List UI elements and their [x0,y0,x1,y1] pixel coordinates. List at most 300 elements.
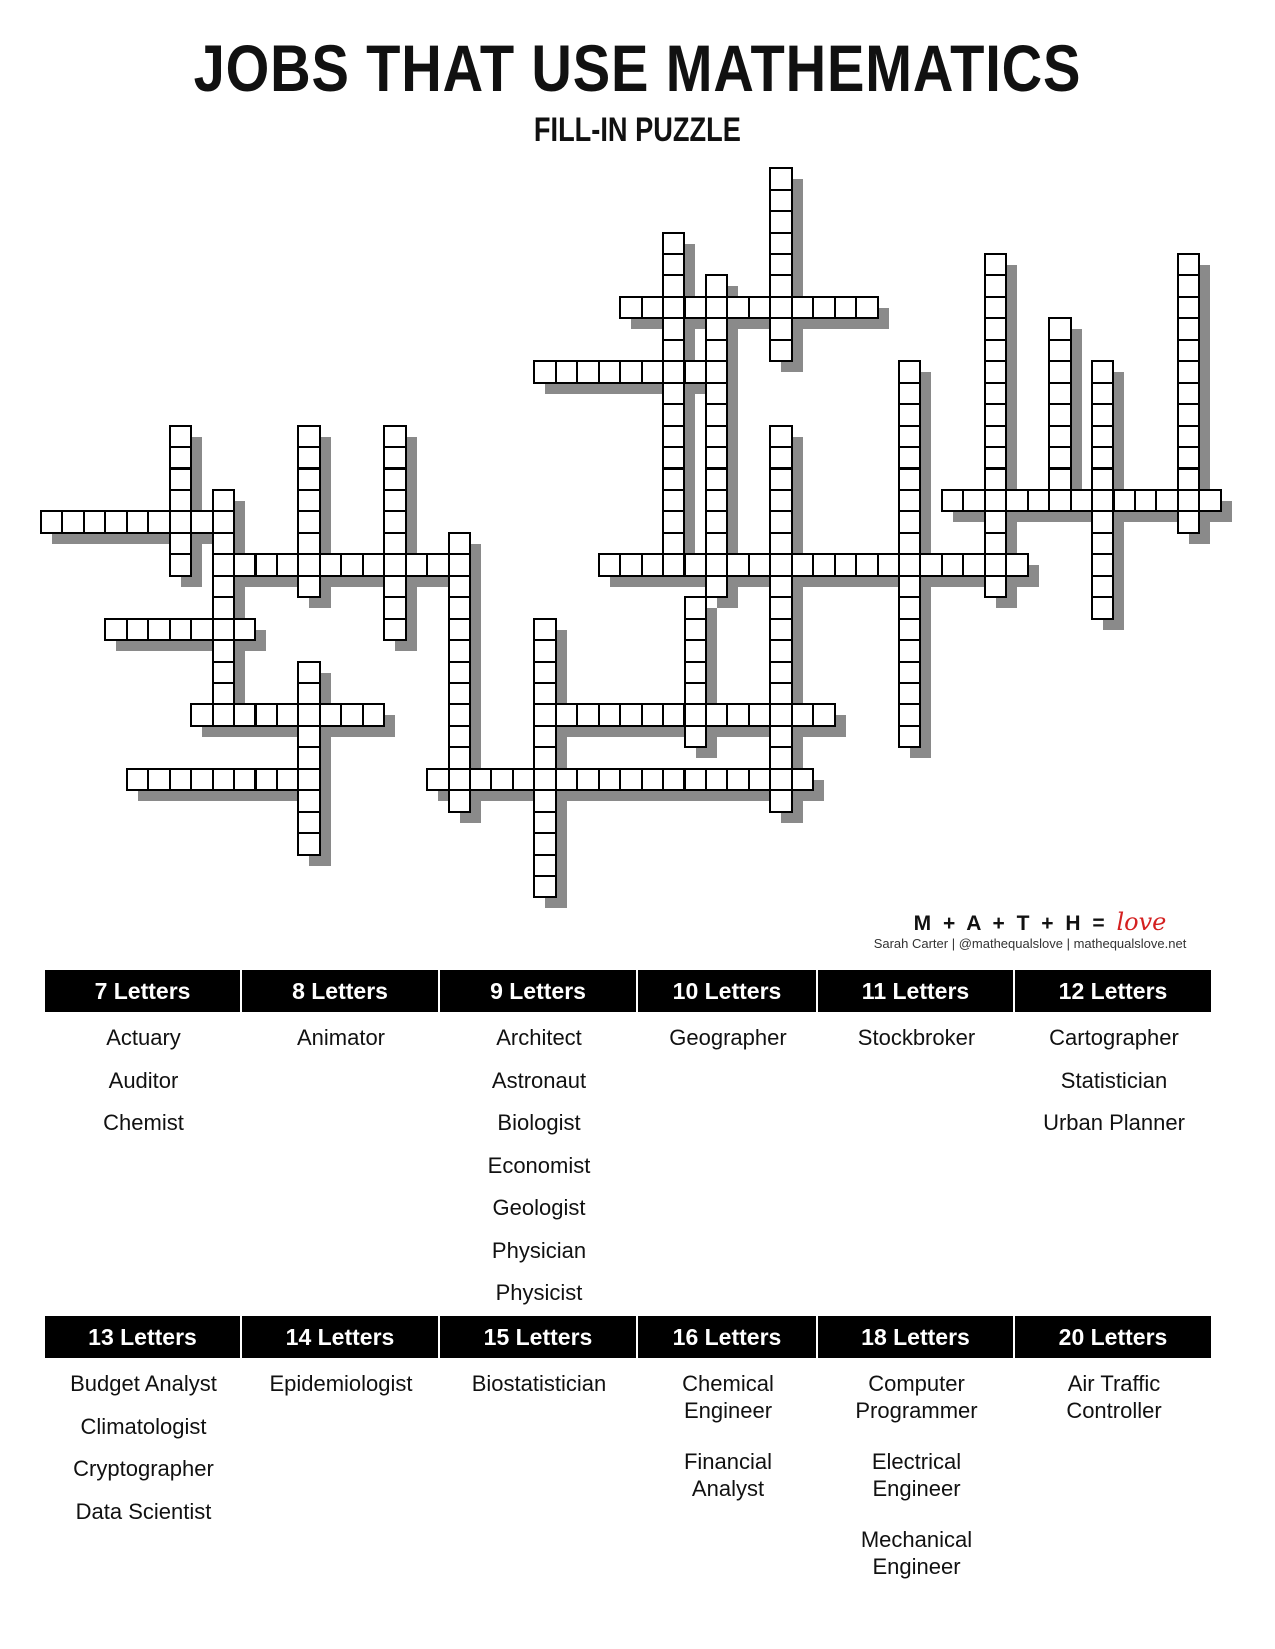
crossword-cell[interactable] [1091,403,1114,426]
crossword-cell[interactable] [769,532,792,555]
crossword-cell[interactable] [383,489,406,512]
crossword-cell[interactable] [662,403,685,426]
crossword-cell[interactable] [212,510,235,533]
crossword-cell[interactable] [448,703,471,726]
crossword-cell[interactable] [448,618,471,641]
crossword-cell[interactable] [791,768,814,791]
crossword-cell[interactable] [705,703,728,726]
crossword-cell[interactable] [984,553,1007,576]
crossword-cell[interactable] [233,618,256,641]
crossword-cell[interactable] [555,703,578,726]
crossword-cell[interactable] [769,339,792,362]
crossword-cell[interactable] [662,339,685,362]
crossword-cell[interactable] [383,446,406,469]
crossword-cell[interactable] [576,703,599,726]
crossword-cell[interactable] [684,360,707,383]
crossword-cell[interactable] [426,553,449,576]
crossword-cell[interactable] [769,296,792,319]
crossword-cell[interactable] [1048,489,1071,512]
crossword-cell[interactable] [169,510,192,533]
crossword-cell[interactable] [984,425,1007,448]
crossword-cell[interactable] [769,661,792,684]
crossword-cell[interactable] [448,682,471,705]
crossword-cell[interactable] [448,553,471,576]
crossword-cell[interactable] [555,768,578,791]
crossword-cell[interactable] [769,317,792,340]
crossword-cell[interactable] [598,768,621,791]
crossword-cell[interactable] [855,296,878,319]
crossword-cell[interactable] [297,661,320,684]
crossword-cell[interactable] [684,553,707,576]
crossword-cell[interactable] [1091,468,1114,491]
crossword-cell[interactable] [383,575,406,598]
crossword-cell[interactable] [769,553,792,576]
crossword-cell[interactable] [405,553,428,576]
crossword-cell[interactable] [340,703,363,726]
crossword-cell[interactable] [705,382,728,405]
crossword-cell[interactable] [40,510,63,533]
crossword-cell[interactable] [212,768,235,791]
crossword-cell[interactable] [297,703,320,726]
crossword-cell[interactable] [898,446,921,469]
crossword-cell[interactable] [576,360,599,383]
crossword-cell[interactable] [1177,339,1200,362]
crossword-cell[interactable] [984,274,1007,297]
crossword-cell[interactable] [684,296,707,319]
crossword-cell[interactable] [898,382,921,405]
crossword-cell[interactable] [662,553,685,576]
crossword-cell[interactable] [705,532,728,555]
crossword-cell[interactable] [898,360,921,383]
crossword-cell[interactable] [684,618,707,641]
crossword-cell[interactable] [297,425,320,448]
crossword-cell[interactable] [726,768,749,791]
crossword-cell[interactable] [212,596,235,619]
crossword-cell[interactable] [662,532,685,555]
crossword-cell[interactable] [619,768,642,791]
crossword-cell[interactable] [1177,468,1200,491]
crossword-cell[interactable] [190,703,213,726]
crossword-cell[interactable] [769,425,792,448]
crossword-cell[interactable] [984,532,1007,555]
crossword-cell[interactable] [898,703,921,726]
crossword-cell[interactable] [1005,553,1028,576]
crossword-cell[interactable] [984,446,1007,469]
crossword-cell[interactable] [276,703,299,726]
crossword-cell[interactable] [362,553,385,576]
crossword-cell[interactable] [126,510,149,533]
crossword-cell[interactable] [576,768,599,791]
crossword-cell[interactable] [319,703,342,726]
crossword-cell[interactable] [769,725,792,748]
crossword-cell[interactable] [1177,253,1200,276]
crossword-cell[interactable] [769,768,792,791]
crossword-cell[interactable] [898,725,921,748]
crossword-cell[interactable] [1177,403,1200,426]
crossword-cell[interactable] [190,510,213,533]
crossword-cell[interactable] [705,425,728,448]
crossword-cell[interactable] [705,296,728,319]
crossword-cell[interactable] [533,854,556,877]
crossword-cell[interactable] [1155,489,1178,512]
crossword-cell[interactable] [126,768,149,791]
crossword-cell[interactable] [448,746,471,769]
crossword-cell[interactable] [705,510,728,533]
crossword-cell[interactable] [898,575,921,598]
crossword-cell[interactable] [147,618,170,641]
crossword-cell[interactable] [662,360,685,383]
crossword-cell[interactable] [791,553,814,576]
crossword-cell[interactable] [684,596,707,619]
crossword-cell[interactable] [448,768,471,791]
crossword-cell[interactable] [383,532,406,555]
crossword-cell[interactable] [1048,382,1071,405]
crossword-cell[interactable] [533,618,556,641]
crossword-cell[interactable] [1027,489,1050,512]
crossword-cell[interactable] [297,725,320,748]
crossword-cell[interactable] [212,661,235,684]
crossword-cell[interactable] [297,510,320,533]
crossword-cell[interactable] [984,360,1007,383]
crossword-cell[interactable] [769,446,792,469]
crossword-cell[interactable] [1048,425,1071,448]
crossword-cell[interactable] [383,596,406,619]
crossword-cell[interactable] [984,510,1007,533]
crossword-cell[interactable] [276,768,299,791]
crossword-cell[interactable] [662,425,685,448]
crossword-cell[interactable] [705,489,728,512]
crossword-cell[interactable] [1091,596,1114,619]
crossword-cell[interactable] [748,768,771,791]
crossword-cell[interactable] [984,468,1007,491]
crossword-cell[interactable] [705,553,728,576]
crossword-cell[interactable] [448,661,471,684]
crossword-cell[interactable] [705,446,728,469]
crossword-cell[interactable] [297,811,320,834]
crossword-cell[interactable] [769,510,792,533]
crossword-cell[interactable] [448,575,471,598]
crossword-cell[interactable] [662,446,685,469]
crossword-cell[interactable] [1048,403,1071,426]
crossword-cell[interactable] [490,768,513,791]
crossword-cell[interactable] [1091,553,1114,576]
crossword-cell[interactable] [812,703,835,726]
crossword-cell[interactable] [169,553,192,576]
crossword-cell[interactable] [662,510,685,533]
crossword-cell[interactable] [619,360,642,383]
crossword-cell[interactable] [1048,446,1071,469]
crossword-cell[interactable] [984,317,1007,340]
crossword-cell[interactable] [1091,382,1114,405]
crossword-cell[interactable] [962,489,985,512]
crossword-cell[interactable] [769,210,792,233]
crossword-cell[interactable] [812,553,835,576]
crossword-cell[interactable] [169,425,192,448]
crossword-cell[interactable] [1048,360,1071,383]
crossword-cell[interactable] [662,468,685,491]
crossword-cell[interactable] [1091,360,1114,383]
crossword-cell[interactable] [297,532,320,555]
crossword-cell[interactable] [297,446,320,469]
crossword-cell[interactable] [834,296,857,319]
crossword-cell[interactable] [684,703,707,726]
crossword-cell[interactable] [104,618,127,641]
crossword-cell[interactable] [190,768,213,791]
crossword-cell[interactable] [984,253,1007,276]
crossword-cell[interactable] [533,661,556,684]
crossword-cell[interactable] [705,575,728,598]
crossword-cell[interactable] [383,425,406,448]
crossword-cell[interactable] [233,553,256,576]
crossword-cell[interactable] [448,639,471,662]
crossword-cell[interactable] [1177,446,1200,469]
crossword-cell[interactable] [147,768,170,791]
crossword-cell[interactable] [297,575,320,598]
crossword-cell[interactable] [297,489,320,512]
crossword-cell[interactable] [61,510,84,533]
crossword-cell[interactable] [641,553,664,576]
crossword-cell[interactable] [362,703,385,726]
crossword-cell[interactable] [297,768,320,791]
crossword-cell[interactable] [684,639,707,662]
crossword-cell[interactable] [662,382,685,405]
crossword-cell[interactable] [169,618,192,641]
crossword-cell[interactable] [877,553,900,576]
crossword-cell[interactable] [898,639,921,662]
crossword-cell[interactable] [169,768,192,791]
crossword-cell[interactable] [726,703,749,726]
crossword-cell[interactable] [448,789,471,812]
crossword-cell[interactable] [791,703,814,726]
crossword-cell[interactable] [1091,510,1114,533]
crossword-cell[interactable] [533,360,556,383]
crossword-cell[interactable] [834,553,857,576]
crossword-cell[interactable] [898,510,921,533]
crossword-cell[interactable] [619,553,642,576]
crossword-cell[interactable] [941,489,964,512]
crossword-cell[interactable] [984,382,1007,405]
crossword-cell[interactable] [212,682,235,705]
crossword-cell[interactable] [533,746,556,769]
crossword-cell[interactable] [705,274,728,297]
crossword-cell[interactable] [662,489,685,512]
crossword-cell[interactable] [212,639,235,662]
crossword-cell[interactable] [598,360,621,383]
crossword-cell[interactable] [169,489,192,512]
crossword-cell[interactable] [533,725,556,748]
crossword-cell[interactable] [898,596,921,619]
crossword-cell[interactable] [533,789,556,812]
crossword-cell[interactable] [1134,489,1157,512]
crossword-cell[interactable] [769,575,792,598]
crossword-cell[interactable] [426,768,449,791]
crossword-cell[interactable] [533,811,556,834]
crossword-cell[interactable] [297,832,320,855]
crossword-cell[interactable] [83,510,106,533]
crossword-cell[interactable] [319,553,342,576]
crossword-cell[interactable] [684,682,707,705]
crossword-cell[interactable] [1005,489,1028,512]
crossword-cell[interactable] [297,468,320,491]
crossword-cell[interactable] [1177,510,1200,533]
crossword-cell[interactable] [533,832,556,855]
crossword-cell[interactable] [598,703,621,726]
crossword-cell[interactable] [898,532,921,555]
crossword-cell[interactable] [769,253,792,276]
crossword-cell[interactable] [469,768,492,791]
crossword-cell[interactable] [212,703,235,726]
crossword-cell[interactable] [662,274,685,297]
crossword-cell[interactable] [769,789,792,812]
crossword-cell[interactable] [448,532,471,555]
crossword-cell[interactable] [662,768,685,791]
crossword-cell[interactable] [705,768,728,791]
crossword-cell[interactable] [1091,425,1114,448]
crossword-cell[interactable] [255,768,278,791]
crossword-cell[interactable] [255,553,278,576]
crossword-cell[interactable] [555,360,578,383]
crossword-cell[interactable] [941,553,964,576]
crossword-cell[interactable] [769,596,792,619]
crossword-cell[interactable] [769,189,792,212]
crossword-cell[interactable] [898,682,921,705]
crossword-cell[interactable] [726,296,749,319]
crossword-cell[interactable] [641,360,664,383]
crossword-cell[interactable] [448,596,471,619]
crossword-cell[interactable] [619,703,642,726]
crossword-cell[interactable] [855,553,878,576]
crossword-cell[interactable] [297,789,320,812]
crossword-cell[interactable] [533,875,556,898]
crossword-cell[interactable] [705,339,728,362]
crossword-cell[interactable] [898,489,921,512]
crossword-cell[interactable] [748,296,771,319]
crossword-cell[interactable] [1177,274,1200,297]
crossword-cell[interactable] [190,618,213,641]
crossword-cell[interactable] [662,232,685,255]
crossword-cell[interactable] [1070,489,1093,512]
crossword-cell[interactable] [383,618,406,641]
crossword-cell[interactable] [662,317,685,340]
crossword-cell[interactable] [383,510,406,533]
crossword-cell[interactable] [769,639,792,662]
crossword-cell[interactable] [748,553,771,576]
crossword-cell[interactable] [1091,489,1114,512]
crossword-cell[interactable] [104,510,127,533]
crossword-cell[interactable] [533,682,556,705]
crossword-cell[interactable] [598,553,621,576]
crossword-cell[interactable] [769,167,792,190]
crossword-cell[interactable] [383,553,406,576]
crossword-cell[interactable] [791,296,814,319]
crossword-cell[interactable] [533,703,556,726]
crossword-cell[interactable] [619,296,642,319]
crossword-cell[interactable] [705,360,728,383]
crossword-cell[interactable] [748,703,771,726]
crossword-cell[interactable] [169,446,192,469]
crossword-cell[interactable] [533,768,556,791]
crossword-cell[interactable] [984,296,1007,319]
crossword-cell[interactable] [641,296,664,319]
crossword-cell[interactable] [448,725,471,748]
crossword-cell[interactable] [297,553,320,576]
crossword-cell[interactable] [212,553,235,576]
crossword-cell[interactable] [1091,575,1114,598]
crossword-cell[interactable] [769,682,792,705]
crossword-cell[interactable] [641,703,664,726]
crossword-cell[interactable] [898,661,921,684]
crossword-cell[interactable] [769,489,792,512]
crossword-cell[interactable] [1091,532,1114,555]
crossword-cell[interactable] [533,639,556,662]
crossword-cell[interactable] [962,553,985,576]
crossword-cell[interactable] [898,618,921,641]
crossword-cell[interactable] [769,232,792,255]
crossword-cell[interactable] [169,468,192,491]
crossword-cell[interactable] [662,296,685,319]
crossword-cell[interactable] [984,339,1007,362]
crossword-cell[interactable] [1048,339,1071,362]
crossword-cell[interactable] [212,489,235,512]
crossword-cell[interactable] [769,468,792,491]
crossword-cell[interactable] [126,618,149,641]
crossword-cell[interactable] [1048,468,1071,491]
crossword-cell[interactable] [1048,317,1071,340]
crossword-cell[interactable] [705,468,728,491]
crossword-cell[interactable] [512,768,535,791]
crossword-cell[interactable] [1091,446,1114,469]
crossword-cell[interactable] [769,618,792,641]
crossword-cell[interactable] [919,553,942,576]
crossword-cell[interactable] [684,725,707,748]
crossword-cell[interactable] [1177,317,1200,340]
crossword-cell[interactable] [662,703,685,726]
crossword-cell[interactable] [1177,296,1200,319]
crossword-cell[interactable] [383,468,406,491]
crossword-cell[interactable] [684,768,707,791]
crossword-cell[interactable] [169,532,192,555]
crossword-cell[interactable] [340,553,363,576]
crossword-cell[interactable] [812,296,835,319]
crossword-cell[interactable] [769,274,792,297]
crossword-cell[interactable] [684,661,707,684]
crossword-cell[interactable] [898,403,921,426]
crossword-cell[interactable] [769,703,792,726]
crossword-cell[interactable] [984,575,1007,598]
crossword-cell[interactable] [769,746,792,769]
crossword-cell[interactable] [898,425,921,448]
crossword-cell[interactable] [1198,489,1221,512]
crossword-cell[interactable] [1177,360,1200,383]
crossword-cell[interactable] [726,553,749,576]
crossword-cell[interactable] [1177,382,1200,405]
crossword-cell[interactable] [641,768,664,791]
crossword-cell[interactable] [984,403,1007,426]
crossword-cell[interactable] [233,703,256,726]
crossword-cell[interactable] [276,553,299,576]
crossword-cell[interactable] [1113,489,1136,512]
crossword-cell[interactable] [212,618,235,641]
crossword-cell[interactable] [1177,425,1200,448]
crossword-cell[interactable] [898,553,921,576]
crossword-cell[interactable] [212,575,235,598]
crossword-cell[interactable] [212,532,235,555]
crossword-cell[interactable] [297,682,320,705]
crossword-cell[interactable] [705,317,728,340]
crossword-cell[interactable] [147,510,170,533]
crossword-cell[interactable] [705,403,728,426]
crossword-cell[interactable] [984,489,1007,512]
